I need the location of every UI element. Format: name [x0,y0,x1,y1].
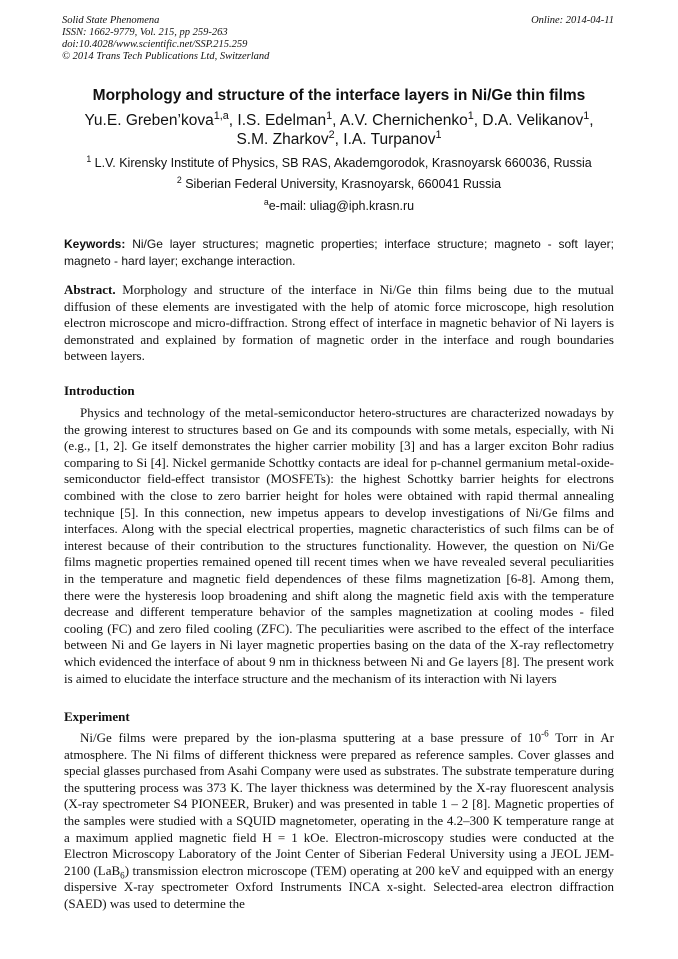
author-name: S.M. Zharkov [236,131,329,148]
keywords [64,236,614,270]
author-name: , I.A. Turpanov [334,131,436,148]
paper-title: Morphology and structure of the interface layers in Ni/Ge thin films [92,87,586,104]
online-date: Online: 2014-04-11 [531,15,614,26]
abstract-text: Morphology and structure of the interface in Ni/Ge thin films being due to the mutual diffusion of these elements are investigated with the help of atomic force microscope, high resolution electron microscope and micro-diffraction. Strong effect of interface in magnetic behavior of Ni layers is demonstrated and explained by formation of magnetic order in the interface and rough boundaries between layers. [64,282,614,363]
experiment-text: Ni/Ge films were prepared by the ion-plasma sputtering at a base pressure of 10 [80,730,542,745]
author-name: , I.S. Edelman [228,112,327,129]
exponent: -6 [541,728,549,739]
affiliation-mark: 2 [176,174,182,185]
copyright-line: © 2014 Trans Tech Publications Ltd, Switzerland [62,51,270,62]
author-name: Yu.E. Greben’kova [84,112,214,129]
author-line-2 [40,130,638,149]
author-affiliation-mark: 1 [326,109,333,122]
subscript: 6 [120,870,125,881]
author-name: , A.V. Chernichenko [332,112,468,129]
abstract-label: Abstract. [64,282,116,297]
introduction-heading: Introduction [64,383,135,398]
affiliation-text: Siberian Federal University, Krasnoyarsk, 660041 Russia [181,177,502,191]
author-line-1 [40,111,638,130]
author-name: , D.A. Velikanov [473,112,584,129]
author-affiliation-mark: 1 [583,109,590,122]
author-list [40,111,638,149]
experiment-text: Torr in Ar atmosphere. The Ni films of different thickness were prepared as reference samples. Cover glasses and special glasses purchased from Asahi Company were used as substrates. The substrate temperature during the sputtering process was 373 K. The layer thickness was determined by the X-ray fluorescent analysis (X-ray spectrometer S4 PIONEER, Bruker) and was presented in table 1 – 2 [8]. Magnetic properties of the samples were studied with a SQUID magnetometer, operating in the 4.2–300 K temperature range at a maximum applied magnetic field H = 1 kOe. Electron-microscopy studies were conducted at the Electron Microscopy Laboratory of the Joint Center of Siberian Federal University using a JEOL JEM-2100 (LaB [64,730,614,878]
author-affiliation-mark: 1 [467,109,474,122]
author-affiliation-mark: 1,a [213,109,229,122]
experiment-heading: Experiment [64,709,130,724]
abstract [64,282,614,365]
affiliation-2 [40,174,638,191]
keywords-label: Keywords: [64,237,126,251]
email-mark: a [263,196,269,207]
experiment-paragraph [64,730,614,913]
journal-name: Solid State Phenomena [62,15,160,26]
author-affiliation-mark: 2 [328,128,335,141]
journal-header [62,15,614,63]
issn-line: ISSN: 1662-9779, Vol. 215, pp 259-263 [62,27,228,38]
keywords-text: Ni/Ge layer structures; magnetic properties; interface structure; magneto - soft layer; magneto - hard layer; exchange interaction. [64,237,614,268]
affiliation-text: L.V. Kirensky Institute of Physics, SB RAS, Akademgorodok, Krasnoyarsk 660036, Russia [91,156,592,170]
affiliation-mark: 1 [86,153,92,164]
introduction-paragraph: Physics and technology of the metal-semiconductor hetero-structures are characterized nowadays by the growing interest to structures based on Ge and its compounds with some metals, especially, with Ni (e.g., [1, 2]. Ge itself demonstrates the higher carrier mobility [3] and has a larger exciton Bohr radius comparing to Si [4]. Nickel germanide Schottky contacts are ideal for p-channel germanium metal-oxide-semiconductor field-effect transistor (MOSFETs): the highest Schottky barrier heights for electrons combined with the close to zero barrier height for holes were obtained with rapid thermal annealing technique [5]. In this connection, new impetus appears to develop investigations of Ni/Ge films and interfaces. Along with the special electrical properties, magnetic characteristics of such films can be of interest because of their contribution to the structures functionality. However, the question on Ni/Ge films magnetic properties remained opened till recent times when we have revealed several peculiarities in the temperature and magnetic field dependences of these films magnetization [6-8]. Among them, there were the hysteresis loop broadening and shift along the magnetic field axis with the temperature decrease and different temperature behavior of the samples magnetization at cooling modes - filed cooling (FC) and zero filed cooling (ZFC). The peculiarities were ascribed to the effect of the interface between Ni and Ge layers in Ni layer magnetic properties basing on the data of the X-ray reflectometry which evidenced the interface of about 9 nm in thickness between Ni and Ge layers [8]. The present work is aimed to elucidate the interface structure and the mechanism of its interaction with Ni layers [64,405,614,686]
experiment-text: ) transmission electron microscope (TEM) operating at 200 keV and equipped with an energy dispersive X-ray spectrometer Oxford Instruments INCA x-sight. Selected-area electron diffraction (SAED) was used to determine the [64,862,614,911]
author-separator: , [589,112,594,129]
email-text: e-mail: uliag@iph.krasn.ru [268,199,415,213]
contact-email [40,196,638,213]
affiliation-1 [40,153,638,170]
doi-line: doi:10.4028/www.scientific.net/SSP.215.259 [62,39,248,50]
author-affiliation-mark: 1 [435,128,442,141]
